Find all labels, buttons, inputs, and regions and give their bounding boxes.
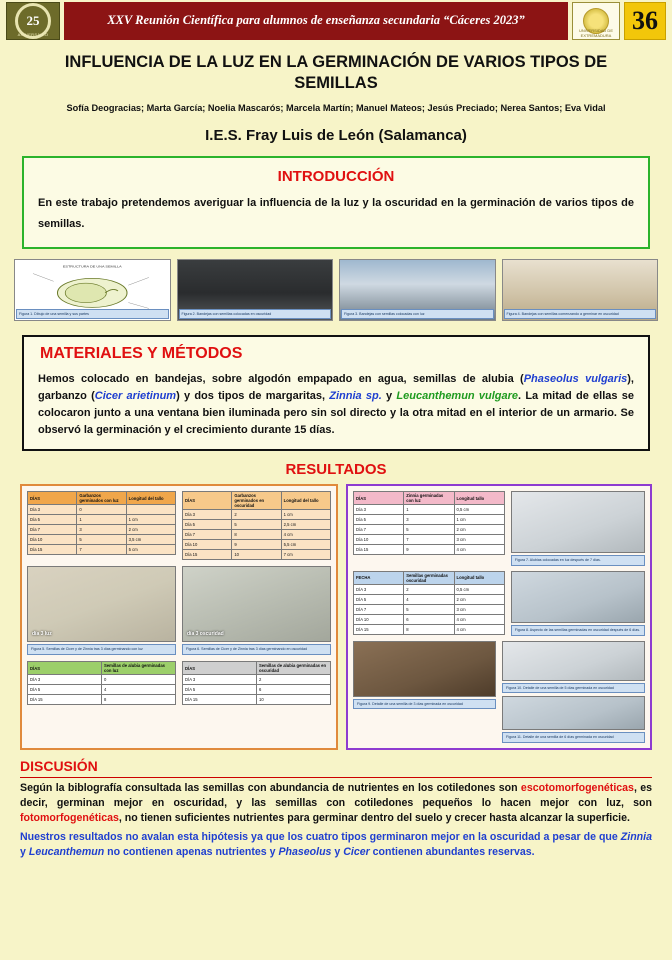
table-header-cell: Garbanzos germinados en oscuridad <box>232 492 281 510</box>
table-cell <box>126 505 175 515</box>
table-cell: 7 cm <box>281 550 330 560</box>
discusion-divider <box>20 777 652 778</box>
table-row <box>354 535 505 545</box>
table-leucanthemum-oscuridad <box>353 571 505 635</box>
table-cell: 3 cm <box>454 604 504 614</box>
table-cell: 8 <box>232 530 281 540</box>
section-materiales <box>22 335 650 451</box>
text-run: , es decir, germinan mejor en oscuridad, y las semillas con cotiledones pequeños lo hacen mejor con luz, son <box>20 781 652 809</box>
table-cell: 4 cm <box>454 614 504 624</box>
table-cell: 2,5 cm <box>281 520 330 530</box>
authors-list: Sofía Deogracias; Marta García; Noelia Mascarós; Marcela Martín; Manuel Mateos; Jesús Preciado; Nerea Santos; Eva Vidal <box>66 103 606 114</box>
table-cell: DÍA 3 <box>183 675 257 685</box>
discusion-paragraph-1 <box>20 781 652 826</box>
anniversary-logo <box>6 2 60 40</box>
figure-6-image <box>182 566 331 642</box>
table-cell: 9 <box>232 540 281 550</box>
table-cell: 6 <box>257 685 331 695</box>
figure-9-image <box>353 641 496 697</box>
anniversary-sub-label: ANIVERSARIO <box>17 32 49 37</box>
table-header-cell: DÍAS <box>354 492 404 505</box>
table-header-cell: Semillas de alubia germinadas en oscuridad <box>257 661 331 674</box>
table-zinnia-luz <box>353 491 505 555</box>
text-run: ), garbanzo ( <box>38 373 634 403</box>
table-header-cell: Longitud del tallo <box>126 492 175 505</box>
table-cell: 4 <box>404 594 454 604</box>
text-run: , no tienen suficientes nutrientes para germinar dentro del suelo y crecer hasta alcanzar la superficie. <box>118 811 630 824</box>
table-cell: Día 15 <box>354 545 404 555</box>
table-row <box>183 685 331 695</box>
table-cell: 0,5 cm <box>454 584 504 594</box>
text-run: no contienen apenas nutrientes y <box>104 846 279 859</box>
table-row <box>354 604 505 614</box>
figure-5-photo-label: día 3 luz <box>32 631 52 638</box>
table-garbanzos-luz <box>27 491 176 555</box>
table-cell: DÍA 5 <box>183 685 257 695</box>
table-cell: Día 7 <box>354 525 404 535</box>
resultados-heading: RESULTADOS <box>285 461 387 479</box>
table-cell: Día 10 <box>28 535 77 545</box>
table-row <box>354 594 505 604</box>
table-cell: 2 <box>257 675 331 685</box>
table-cell: Día 10 <box>354 535 404 545</box>
table-row <box>354 505 505 515</box>
text-run: Hemos colocado en bandejas, sobre algodón empapado en agua, semillas de alubia ( <box>38 373 524 386</box>
table-cell: DÍA 15 <box>354 624 404 634</box>
table-cell: 0 <box>102 675 176 685</box>
text-run: Zinnia sp. <box>329 390 382 403</box>
table-header-cell: Garbanzos germinados con luz <box>77 492 126 505</box>
table-cell: 2 <box>404 584 454 594</box>
table-cell: 4 <box>102 685 176 695</box>
table-row <box>28 525 176 535</box>
table-alubias-oscuridad <box>182 661 331 705</box>
table-header-cell: FECHA <box>354 571 404 584</box>
table-cell: 0,5 cm <box>454 505 504 515</box>
table-row <box>183 695 331 705</box>
figure-11-image <box>502 696 645 730</box>
table-cell: Día 7 <box>28 525 77 535</box>
introduccion-text: En este trabajo pretendemos averiguar la influencia de la luz y la oscuridad en la germinación de varios tipos de semillas. <box>38 197 634 231</box>
table-row <box>354 515 505 525</box>
table-cell: Día 5 <box>183 520 232 530</box>
table-header-cell: Longitud tallo <box>454 571 504 584</box>
text-run: . La mitad de ellas se colocaron junto a una ventana bien iluminada pero sin sol directo y la otra mitad en el interior de un armario. Se observó la germinación y el crecimiento durante 15 días. <box>38 390 634 437</box>
figure-6-photo-label: día 3 oscuridad <box>187 631 224 638</box>
table-cell: 8 <box>404 624 454 634</box>
text-run: Cicer arietinum <box>94 390 177 403</box>
table-cell: 3,5 cm <box>126 535 175 545</box>
table-cell: 0 <box>77 505 126 515</box>
table-row <box>183 520 331 530</box>
table-cell: 1 cm <box>126 515 175 525</box>
materiales-heading: MATERIALES Y MÉTODOS <box>40 345 243 363</box>
table-cell: Día 3 <box>28 505 77 515</box>
materiales-text <box>38 371 634 439</box>
table-cell: DÍA 15 <box>28 695 102 705</box>
table-row <box>28 675 176 685</box>
table-header-cell: Longitud tallo <box>454 492 504 505</box>
text-run: Leucanthemun vulgare <box>396 390 519 403</box>
table-cell: 2 cm <box>454 525 504 535</box>
table-cell: 3 <box>404 515 454 525</box>
figure-9-caption: Figura 9. Detalle de una semilla de 3 días germinada en oscuridad <box>353 699 496 710</box>
table-cell: 5 <box>404 604 454 614</box>
figure-7-caption: Figura 7. Alubias colocadas en luz después de 7 días. <box>511 555 645 566</box>
figure-8-caption: Figura 8. Aspecto de las semillas germinadas en oscuridad después de 6 días. <box>511 625 645 636</box>
table-row <box>183 510 331 520</box>
poster-header <box>0 0 672 42</box>
table-row <box>28 535 176 545</box>
table-cell: 5,5 cm <box>281 540 330 550</box>
table-cell: 10 <box>257 695 331 705</box>
table-cell: DÍA 3 <box>28 675 102 685</box>
resultados-right-panel <box>346 484 652 750</box>
table-cell: 1 <box>77 515 126 525</box>
table-header-cell: DÍAS <box>183 492 232 510</box>
table-header-cell: DÍAS <box>183 661 257 674</box>
table-row <box>28 515 176 525</box>
text-run: y <box>20 846 29 859</box>
table-cell: 2 cm <box>126 525 175 535</box>
table-row <box>28 695 176 705</box>
table-header-cell: Semillas germinadas oscuridad <box>404 571 454 584</box>
figure-8-image <box>511 571 645 623</box>
table-row <box>354 545 505 555</box>
svg-text:ESTRUCTURA DE UNA SEMILLA: ESTRUCTURA DE UNA SEMILLA <box>62 265 122 269</box>
text-run: Zinnia <box>620 831 652 843</box>
figure-5-caption: Figura 5. Semillas de Cicer y de Zinnia tras 3 días germinando con luz <box>27 644 176 655</box>
table-cell: 10 <box>232 550 281 560</box>
text-run: y <box>331 846 344 859</box>
table-cell: 5 <box>232 520 281 530</box>
table-cell: Día 5 <box>28 515 77 525</box>
figure-7-image <box>511 491 645 553</box>
text-run: Phaseolus vulgaris <box>523 373 628 386</box>
table-cell: Día 3 <box>183 510 232 520</box>
table-cell: 5 <box>404 525 454 535</box>
figure-10-image <box>502 641 645 681</box>
table-cell: 7 <box>77 545 126 555</box>
table-cell: 3 cm <box>454 535 504 545</box>
discusion-paragraph-2 <box>20 830 652 860</box>
figure-3 <box>339 259 496 321</box>
table-cell: DÍA 5 <box>28 685 102 695</box>
table-cell: DÍA 10 <box>354 614 404 624</box>
table-cell: 1 cm <box>281 510 330 520</box>
figure-1-caption: Figura 1. Dibujo de una semilla y sus partes <box>16 309 169 319</box>
table-cell: 4 cm <box>454 624 504 634</box>
table-cell: Día 3 <box>354 505 404 515</box>
table-cell: 7 <box>404 535 454 545</box>
figure-5-image <box>27 566 176 642</box>
text-run: ) y dos tipos de margaritas, <box>176 390 330 403</box>
table-cell: 1 <box>404 505 454 515</box>
table-cell: DÍA 5 <box>354 594 404 604</box>
poster-number-badge: 36 <box>624 2 666 40</box>
text-run: Leucanthemun <box>28 846 105 859</box>
table-cell: Día 7 <box>183 530 232 540</box>
table-row <box>354 614 505 624</box>
introduccion-figure-strip <box>14 259 658 321</box>
table-header-cell: DÍAS <box>28 661 102 674</box>
figure-11-caption: Figura 11. Detalle de una semilla de 6 días germinada en oscuridad <box>502 732 645 743</box>
table-cell: 5 cm <box>126 545 175 555</box>
table-cell: Día 10 <box>183 540 232 550</box>
discusion-heading: DISCUSIÓN <box>20 757 98 774</box>
text-run: contienen abundantes reservas. <box>369 846 535 859</box>
section-discusion <box>20 758 652 860</box>
table-cell: 2 <box>232 510 281 520</box>
resultados-left-panel <box>20 484 338 750</box>
table-cell: 6 <box>404 614 454 624</box>
figure-2-caption: Figura 2. Bandejas con semillas colocadas en oscuridad <box>179 309 332 319</box>
text-run: escotomorfogenéticas <box>520 781 634 794</box>
university-logo-caption: UNIVERSIDAD DE EXTREMADURA <box>578 28 613 38</box>
table-alubias-luz <box>27 661 176 705</box>
anniversary-number: 25 <box>15 3 51 39</box>
table-cell: 4 cm <box>281 530 330 540</box>
table-row <box>28 505 176 515</box>
table-row <box>28 545 176 555</box>
table-cell: 3 <box>77 525 126 535</box>
table-cell: Día 15 <box>183 550 232 560</box>
figure-2 <box>177 259 334 321</box>
introduccion-heading: INTRODUCCIÓN <box>277 168 395 186</box>
figure-4-caption: Figura 4. Bandejas con semillas comenzando a germinar en oscuridad <box>504 309 657 319</box>
conference-title: XXV Reunión Científica para alumnos de enseñanza secundaria “Cáceres 2023” <box>64 2 568 40</box>
table-header-cell: Semillas de alubia germinadas con luz <box>102 661 176 674</box>
section-introduccion <box>22 156 650 249</box>
table-cell: DÍA 7 <box>354 604 404 614</box>
table-row <box>354 525 505 535</box>
table-cell: 1 cm <box>454 515 504 525</box>
table-cell: 8 <box>102 695 176 705</box>
text-run: y <box>381 390 397 403</box>
text-run: Según la biblografía consultada las semillas con abundancia de nutrientes en los cotiledones son <box>20 781 521 794</box>
table-row <box>183 675 331 685</box>
table-cell: 4 cm <box>454 545 504 555</box>
table-cell: DÍA 15 <box>183 695 257 705</box>
text-run: Nuestros resultados no avalan esta hipótesis ya que los cuatro tipos germinaron mejor en la oscuridad a pesar de que <box>20 831 621 843</box>
table-row <box>354 624 505 634</box>
text-run: Phaseolus <box>278 846 332 859</box>
university-logo <box>572 2 620 40</box>
table-cell: Día 15 <box>28 545 77 555</box>
school-name: I.E.S. Fray Luis de León (Salamanca) <box>205 127 467 145</box>
text-run: fotomorfogenéticas <box>20 811 119 824</box>
page-title: INFLUENCIA DE LA LUZ EN LA GERMINACIÓN DE VARIOS TIPOS DE SEMILLAS <box>64 53 608 92</box>
figure-3-caption: Figura 3. Bandejas con semillas colocadas con luz <box>341 309 494 319</box>
resultados-panels <box>20 484 652 750</box>
table-cell: 9 <box>404 545 454 555</box>
figure-4 <box>502 259 659 321</box>
table-cell: 2 cm <box>454 594 504 604</box>
table-header-cell: Longitud del tallo <box>281 492 330 510</box>
table-row <box>183 550 331 560</box>
table-header-cell: DÍAS <box>28 492 77 505</box>
text-run: Cicer <box>343 846 370 859</box>
table-row <box>183 530 331 540</box>
table-cell: DÍA 3 <box>354 584 404 594</box>
table-garbanzos-oscuridad <box>182 491 331 560</box>
table-header-cell: Zinnia germinadas con luz <box>404 492 454 505</box>
table-cell: 5 <box>77 535 126 545</box>
table-row <box>183 540 331 550</box>
table-row <box>28 685 176 695</box>
figure-10-caption: Figura 10. Detalle de una semilla de 5 días germinada en oscuridad <box>502 683 645 694</box>
figure-1 <box>14 259 171 321</box>
table-row <box>354 584 505 594</box>
figure-6-caption: Figura 6. Semillas de Cicer y de Zinnia tras 3 días germinando en oscuridad <box>182 644 331 655</box>
table-cell: Día 5 <box>354 515 404 525</box>
